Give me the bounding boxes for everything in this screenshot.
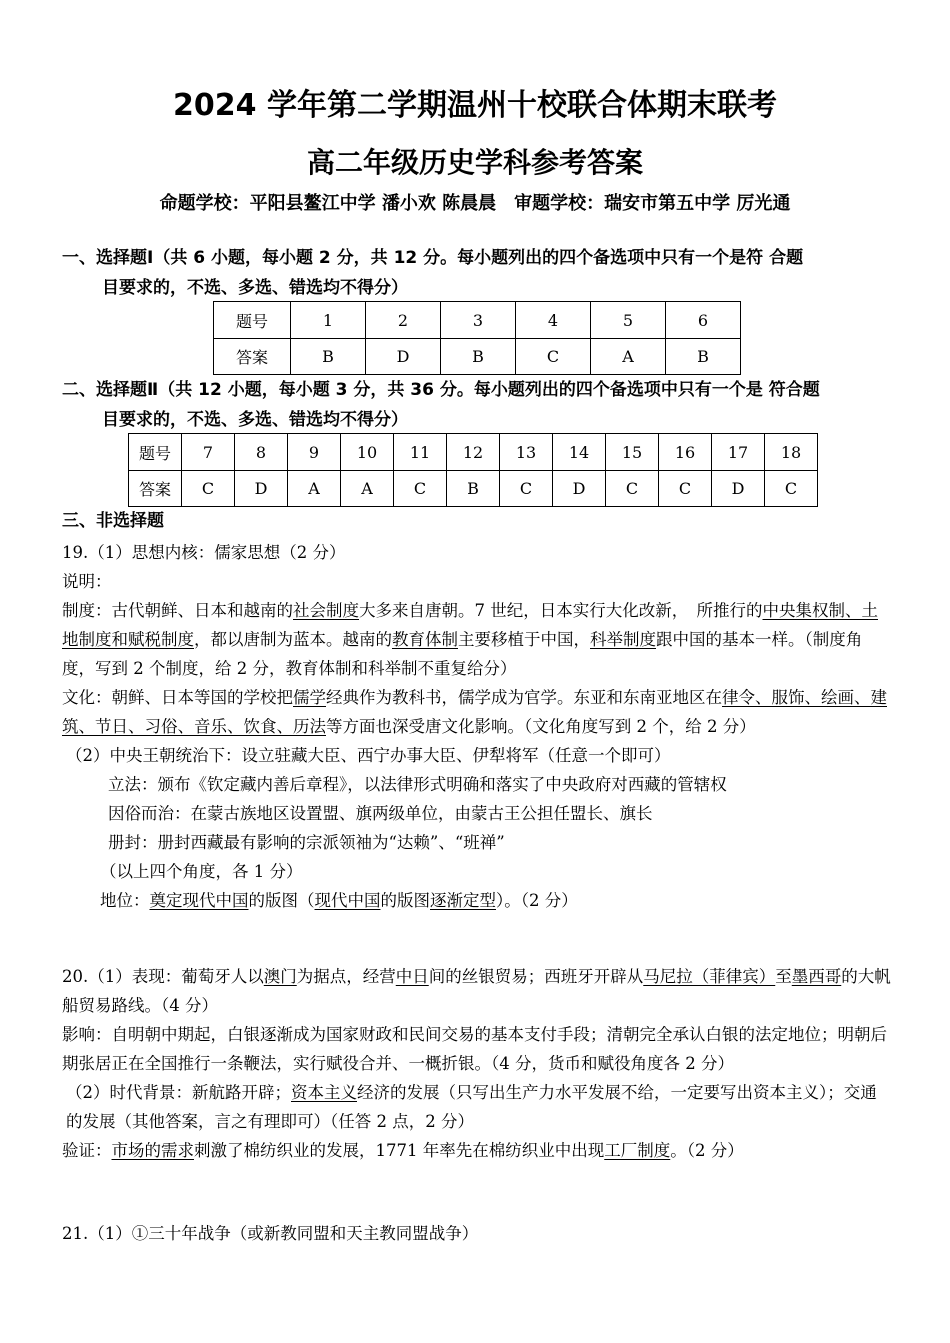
authors-line: 命题学校：平阳县鳌江中学 潘小欢 陈晨晨 审题学校：瑞安市第五中学 厉光通 xyxy=(159,193,791,214)
question-number-cell: 4 xyxy=(516,302,591,339)
question-number-cell: 3 xyxy=(441,302,516,339)
answer-cell: C xyxy=(182,471,235,507)
table1-number-row xyxy=(214,302,741,339)
row-label: 题号 xyxy=(214,302,291,339)
q19-explain-label: 说明： xyxy=(62,572,112,591)
row-label: 答案 xyxy=(129,471,182,507)
question-number-cell: 1 xyxy=(291,302,366,339)
table1-answer-row xyxy=(214,339,741,375)
q19-investiture: 册封：册封西藏最有影响的宗派领袖为“达赖”、“班禅” xyxy=(108,833,505,852)
question-number-cell: 5 xyxy=(591,302,666,339)
q19-institution-paragraph: 制度：古代朝鲜、日本和越南的社会制度大多来自唐朝。7 世纪，日本实行大化改新， 所推行的中央集权制、土地制度和赋税制度，都以唐制为蓝本。越南的教育体制主要移植于中国，科举制度跟中国的基本一样。（制度角度，写到 2 个制度，给 2 分，教育体制和科举制不重复给分） xyxy=(62,601,878,678)
page-subtitle: 高二年级历史学科参考答案 xyxy=(306,146,643,179)
answer-cell: A xyxy=(288,471,341,507)
section2-answer-table xyxy=(128,433,818,507)
section1-heading-line2: 目要求的，不选、多选、错选均不得分） xyxy=(102,278,408,298)
section1-heading xyxy=(62,243,892,303)
section2-heading-line2: 目要求的，不选、多选、错选均不得分） xyxy=(102,410,408,430)
question-number-cell: 13 xyxy=(500,434,553,471)
row-label: 答案 xyxy=(214,339,291,375)
question-number-cell: 10 xyxy=(341,434,394,471)
answer-cell: C xyxy=(516,339,591,375)
question-21-answer xyxy=(62,1219,892,1248)
q19-culture-paragraph: 文化：朝鲜、日本等国的学校把儒学经典作为教科书，儒学成为官学。东亚和东南亚地区在律令、服饰、绘画、建筑、节日、习俗、音乐、饮食、历法等方面也深受唐文化影响。（文化角度写到 2 个，给 2 分） xyxy=(62,688,887,736)
q19-scoring-note: （以上四个角度，各 1 分） xyxy=(100,862,303,881)
question-number-cell: 9 xyxy=(288,434,341,471)
section1-heading-line1: 一、选择题Ⅰ（共 6 小题，每小题 2 分，共 12 分。每小题列出的四个备选项中只有一个是符 合题 xyxy=(62,248,804,268)
q20-part2: （2）时代背景：新航路开辟；资本主义经济的发展（只写出生产力水平发展不给，一定要写出资本主义）；交通的发展（其他答案，言之有理即可）（任答 2 点，2 分） xyxy=(66,1083,877,1131)
answer-cell: C xyxy=(500,471,553,507)
section2-heading-line1: 二、选择题Ⅱ（共 12 小题，每小题 3 分，共 36 分。每小题列出的四个备选项中只有一个是 符合题 xyxy=(62,380,820,400)
q21-part1: 21.（1）①三十年战争（或新教同盟和天主教同盟战争） xyxy=(62,1224,479,1243)
question-number-cell: 12 xyxy=(447,434,500,471)
q19-part2: （2）中央王朝统治下：设立驻藏大臣、西宁办事大臣、伊犁将军（任意一个即可） xyxy=(66,746,671,765)
answer-cell: A xyxy=(591,339,666,375)
q19-custom-rule: 因俗而治：在蒙古族地区设置盟、旗两级单位，由蒙古王公担任盟长、旗长 xyxy=(108,804,653,823)
table2-answer-row xyxy=(129,471,818,507)
question-number-cell: 11 xyxy=(394,434,447,471)
section1-answer-table xyxy=(213,301,741,375)
answer-cell: B xyxy=(666,339,741,375)
page-title: 2024 学年第二学期温州十校联合体期末联考 xyxy=(173,88,777,123)
question-number-cell: 6 xyxy=(666,302,741,339)
question-number-cell: 7 xyxy=(182,434,235,471)
question-number-cell: 16 xyxy=(659,434,712,471)
table2-number-row xyxy=(129,434,818,471)
section3-heading: 三、非选择题 xyxy=(62,511,164,531)
question-number-cell: 15 xyxy=(606,434,659,471)
answer-cell: A xyxy=(341,471,394,507)
question-number-cell: 14 xyxy=(553,434,606,471)
answer-cell: B xyxy=(291,339,366,375)
question-number-cell: 8 xyxy=(235,434,288,471)
answer-cell: C xyxy=(659,471,712,507)
q19-part1: 19.（1）思想内核：儒家思想（2 分） xyxy=(62,543,346,562)
section2-heading xyxy=(62,375,892,435)
question-19-answer xyxy=(62,538,892,915)
q20-verify: 验证：市场的需求刺激了棉纺织业的发展，1771 年率先在棉纺织业中出现工厂制度。（2 分） xyxy=(62,1141,744,1160)
answer-cell: C xyxy=(394,471,447,507)
q20-impact: 影响：自明朝中期起，白银逐渐成为国家财政和民间交易的基本支付手段；清朝完全承认白银的法定地位；明朝后期张居正在全国推行一条鞭法，实行赋役合并、一概折银。（4 分，货币和赋役角度各 2 分） xyxy=(62,1025,887,1073)
q19-status: 地位：奠定现代中国的版图（现代中国的版图逐渐定型）。（2 分） xyxy=(100,891,578,910)
answer-cell: D xyxy=(712,471,765,507)
answer-cell: D xyxy=(553,471,606,507)
answer-cell: C xyxy=(765,471,818,507)
answer-cell: B xyxy=(447,471,500,507)
row-label: 题号 xyxy=(129,434,182,471)
question-number-cell: 18 xyxy=(765,434,818,471)
q19-legislation: 立法：颁布《钦定藏内善后章程》，以法律形式明确和落实了中央政府对西藏的管辖权 xyxy=(108,775,727,794)
answer-cell: D xyxy=(235,471,288,507)
answer-cell: B xyxy=(441,339,516,375)
q20-part1: 20.（1）表现：葡萄牙人以澳门为据点，经营中日间的丝银贸易；西班牙开辟从马尼拉（菲律宾）至墨西哥的大帆船贸易路线。（4 分） xyxy=(62,967,891,1015)
question-number-cell: 2 xyxy=(366,302,441,339)
answer-cell: D xyxy=(366,339,441,375)
answer-cell: C xyxy=(606,471,659,507)
question-number-cell: 17 xyxy=(712,434,765,471)
question-20-answer xyxy=(62,962,892,1165)
